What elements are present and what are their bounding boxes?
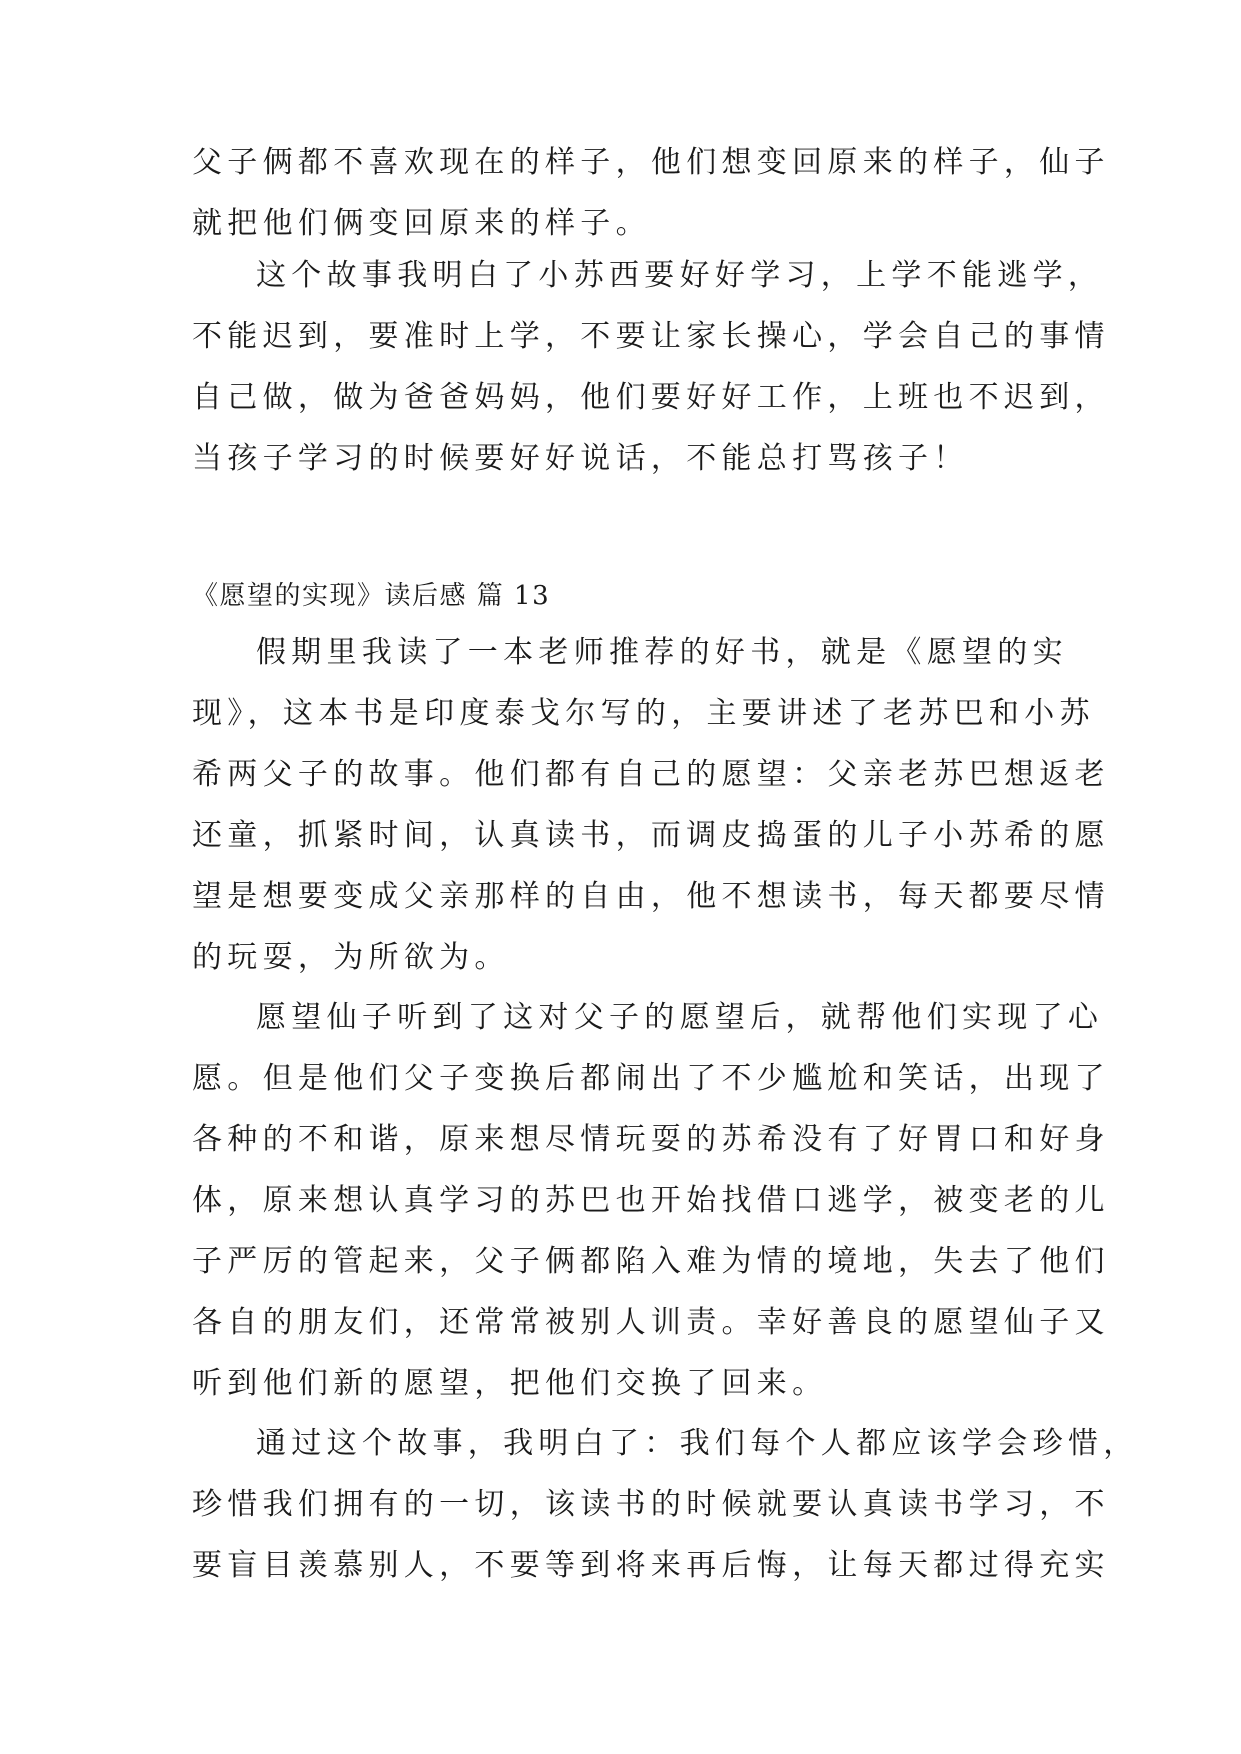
text-line: 通过这个故事，我明白了：我们每个人都应该学会珍惜， [256, 1426, 1139, 1461]
paragraph-intro [192, 622, 1110, 988]
text-line: 自己做，做为爸爸妈妈，他们要好好工作，上班也不迟到， [192, 380, 1110, 415]
text-line: 各种的不和谐，原来想尽情玩耍的苏希没有了好胃口和好身 [192, 1122, 1110, 1157]
paragraph-continued [192, 132, 1110, 254]
text-line: 当孩子学习的时候要好好说话，不能总打骂孩子！ [192, 441, 969, 476]
section-heading-block [192, 566, 1052, 627]
text-line: 现》，这本书是印度泰戈尔写的，主要讲述了老苏巴和小苏 [192, 696, 1095, 731]
text-line: 各自的朋友们，还常常被别人训责。幸好善良的愿望仙子又 [192, 1305, 1110, 1340]
paragraph-lesson [192, 1413, 1139, 1596]
text-line: 父子俩都不喜欢现在的样子，他们想变回原来的样子，仙子 [192, 145, 1110, 180]
text-line: 体，原来想认真学习的苏巴也开始找借口逃学，被变老的儿 [192, 1183, 1110, 1218]
text-line: 希两父子的故事。他们都有自己的愿望：父亲老苏巴想返老 [192, 757, 1110, 792]
section-heading: 《愿望的实现》读后感 篇 13 [192, 581, 551, 611]
text-line: 还童，抓紧时间，认真读书，而调皮捣蛋的儿子小苏希的愿 [192, 818, 1110, 853]
text-line: 这个故事我明白了小苏西要好好学习，上学不能逃学， [256, 258, 1104, 293]
text-line: 愿望仙子听到了这对父子的愿望后，就帮他们实现了心 [256, 1000, 1104, 1035]
text-line: 听到他们新的愿望，把他们交换了回来。 [192, 1366, 828, 1401]
text-line: 珍惜我们拥有的一切，该读书的时候就要认真读书学习，不 [192, 1487, 1110, 1522]
text-line: 不能迟到，要准时上学，不要让家长操心，学会自己的事情 [192, 319, 1110, 354]
text-line: 的玩耍，为所欲为。 [192, 940, 510, 975]
text-line: 愿。但是他们父子变换后都闹出了不少尴尬和笑话，出现了 [192, 1061, 1110, 1096]
text-line: 望是想要变成父亲那样的自由，他不想读书，每天都要尽情 [192, 879, 1110, 914]
text-line: 子严厉的管起来，父子俩都陷入难为情的境地，失去了他们 [192, 1244, 1110, 1279]
paragraph-story [192, 987, 1110, 1414]
text-line: 要盲目羡慕别人，不要等到将来再后悔，让每天都过得充实 [192, 1548, 1110, 1583]
text-line: 就把他们俩变回原来的样子。 [192, 206, 651, 241]
text-line: 假期里我读了一本老师推荐的好书，就是《愿望的实 [256, 635, 1068, 670]
paragraph-conclusion [192, 245, 1110, 489]
